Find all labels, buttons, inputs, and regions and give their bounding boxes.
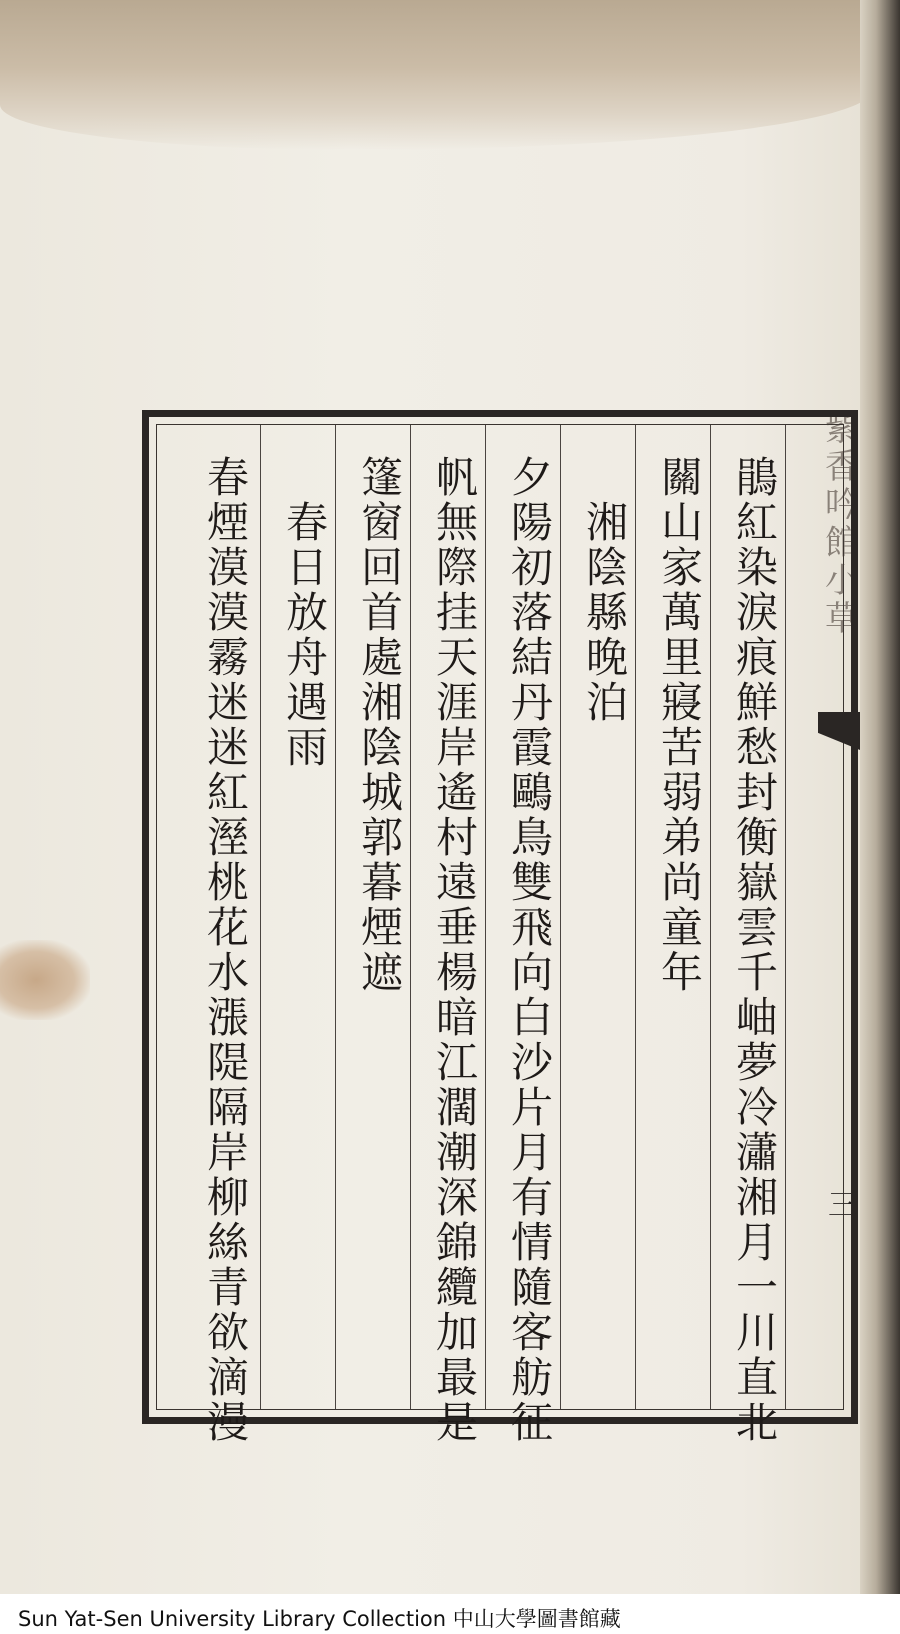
character: 尚 bbox=[660, 858, 703, 907]
character: 沙 bbox=[510, 1038, 553, 1087]
margin-title-char: 吟 bbox=[825, 485, 859, 525]
character: 漫 bbox=[206, 1398, 249, 1447]
text-column bbox=[497, 455, 567, 1445]
character: 客 bbox=[510, 1308, 553, 1357]
character: 遮 bbox=[360, 948, 403, 997]
character: 溼 bbox=[206, 813, 249, 862]
character: 鮮 bbox=[735, 678, 778, 727]
character: 晚 bbox=[585, 633, 628, 682]
character: 一 bbox=[735, 1263, 778, 1312]
character: 漠 bbox=[206, 543, 249, 592]
character: 淚 bbox=[735, 588, 778, 637]
character: 情 bbox=[510, 1218, 553, 1267]
character: 處 bbox=[360, 633, 403, 682]
character: 村 bbox=[435, 813, 478, 862]
character: 北 bbox=[735, 1398, 778, 1447]
character: 暮 bbox=[360, 858, 403, 907]
character: 片 bbox=[510, 1083, 553, 1132]
character: 雙 bbox=[510, 858, 553, 907]
character: 夢 bbox=[735, 1038, 778, 1087]
character: 嶽 bbox=[735, 858, 778, 907]
character: 痕 bbox=[735, 633, 778, 682]
character: 暗 bbox=[435, 993, 478, 1042]
character: 岸 bbox=[435, 723, 478, 772]
character: 落 bbox=[510, 588, 553, 637]
text-frame-inner bbox=[156, 424, 844, 1447]
character: 湘 bbox=[585, 498, 628, 547]
character: 征 bbox=[510, 1398, 553, 1447]
character: 丹 bbox=[510, 678, 553, 727]
character: 是 bbox=[435, 1398, 478, 1447]
character: 錦 bbox=[435, 1218, 478, 1267]
character: 染 bbox=[735, 543, 778, 592]
character: 瀟 bbox=[735, 1128, 778, 1177]
margin-title-char: 館 bbox=[825, 523, 859, 563]
character: 陽 bbox=[510, 498, 553, 547]
margin-title-char: 香 bbox=[825, 447, 859, 487]
character: 白 bbox=[510, 993, 553, 1042]
character: 漠 bbox=[206, 588, 249, 637]
text-frame bbox=[142, 410, 858, 1447]
character: 泊 bbox=[585, 678, 628, 727]
character: 絲 bbox=[206, 1218, 249, 1267]
character: 楊 bbox=[435, 948, 478, 997]
character: 江 bbox=[435, 1038, 478, 1087]
text-column bbox=[722, 455, 792, 1445]
character: 紅 bbox=[206, 768, 249, 817]
character: 童 bbox=[660, 903, 703, 952]
margin-title-char: 小 bbox=[825, 561, 859, 601]
character: 直 bbox=[735, 1353, 778, 1402]
character: 川 bbox=[735, 1308, 778, 1357]
character: 鵑 bbox=[735, 453, 778, 502]
character: 涯 bbox=[435, 678, 478, 727]
character: 郭 bbox=[360, 813, 403, 862]
poem-title bbox=[572, 500, 642, 725]
character: 遙 bbox=[435, 768, 478, 817]
character: 加 bbox=[435, 1308, 478, 1357]
margin-title-char: 草 bbox=[825, 599, 859, 639]
text-column bbox=[193, 455, 263, 1445]
character: 日 bbox=[285, 543, 328, 592]
character: 夕 bbox=[510, 453, 553, 502]
character: 舫 bbox=[510, 1353, 553, 1402]
character: 陰 bbox=[360, 723, 403, 772]
character: 冷 bbox=[735, 1083, 778, 1132]
character: 煙 bbox=[360, 903, 403, 952]
text-column bbox=[347, 455, 417, 995]
character: 篷 bbox=[360, 453, 403, 502]
character: 青 bbox=[206, 1263, 249, 1312]
character: 鷗 bbox=[510, 768, 553, 817]
character: 霧 bbox=[206, 633, 249, 682]
character: 陰 bbox=[585, 543, 628, 592]
character: 滴 bbox=[206, 1353, 249, 1402]
character: 漲 bbox=[206, 993, 249, 1042]
character: 迷 bbox=[206, 678, 249, 727]
character: 年 bbox=[660, 948, 703, 997]
character: 里 bbox=[660, 633, 703, 682]
character: 回 bbox=[360, 543, 403, 592]
character: 隨 bbox=[510, 1263, 553, 1312]
character: 千 bbox=[735, 948, 778, 997]
character: 衡 bbox=[735, 813, 778, 862]
character: 花 bbox=[206, 903, 249, 952]
character: 向 bbox=[510, 948, 553, 997]
character: 寢 bbox=[660, 678, 703, 727]
character: 雲 bbox=[735, 903, 778, 952]
character: 柳 bbox=[206, 1173, 249, 1222]
text-column bbox=[647, 455, 717, 995]
character: 欲 bbox=[206, 1308, 249, 1357]
character: 初 bbox=[510, 543, 553, 592]
character: 山 bbox=[660, 498, 703, 547]
character: 隔 bbox=[206, 1083, 249, 1132]
character: 迷 bbox=[206, 723, 249, 772]
character: 春 bbox=[285, 498, 328, 547]
page-edge bbox=[860, 0, 900, 1634]
page-number: 三 bbox=[828, 1188, 858, 1223]
character: 紅 bbox=[735, 498, 778, 547]
character: 帆 bbox=[435, 453, 478, 502]
character: 春 bbox=[206, 453, 249, 502]
text-column bbox=[422, 455, 492, 1445]
character: 家 bbox=[660, 543, 703, 592]
character: 苦 bbox=[660, 723, 703, 772]
character: 纜 bbox=[435, 1263, 478, 1312]
character: 水 bbox=[206, 948, 249, 997]
character: 關 bbox=[660, 453, 703, 502]
character: 萬 bbox=[660, 588, 703, 637]
character: 岫 bbox=[735, 993, 778, 1042]
collection-credit: Sun Yat-Sen University Library Collection 中山大學圖書館藏 bbox=[18, 1607, 621, 1631]
character: 挂 bbox=[435, 588, 478, 637]
water-stain bbox=[0, 0, 872, 150]
character: 岸 bbox=[206, 1128, 249, 1177]
character: 首 bbox=[360, 588, 403, 637]
character: 縣 bbox=[585, 588, 628, 637]
character: 月 bbox=[735, 1218, 778, 1267]
character: 隄 bbox=[206, 1038, 249, 1087]
character: 遇 bbox=[285, 678, 328, 727]
character: 窗 bbox=[360, 498, 403, 547]
character: 月 bbox=[510, 1128, 553, 1177]
character: 結 bbox=[510, 633, 553, 682]
character: 潮 bbox=[435, 1128, 478, 1177]
character: 愁 bbox=[735, 723, 778, 772]
character: 飛 bbox=[510, 903, 553, 952]
character: 封 bbox=[735, 768, 778, 817]
character: 弱 bbox=[660, 768, 703, 817]
character: 湘 bbox=[360, 678, 403, 727]
stain-spot bbox=[0, 940, 90, 1020]
character: 濶 bbox=[435, 1083, 478, 1132]
poem-title bbox=[272, 500, 342, 770]
character: 最 bbox=[435, 1353, 478, 1402]
character: 放 bbox=[285, 588, 328, 637]
character: 煙 bbox=[206, 498, 249, 547]
character: 城 bbox=[360, 768, 403, 817]
character: 天 bbox=[435, 633, 478, 682]
character: 有 bbox=[510, 1173, 553, 1222]
character: 際 bbox=[435, 543, 478, 592]
character: 垂 bbox=[435, 903, 478, 952]
character: 鳥 bbox=[510, 813, 553, 862]
margin-title-char: 紫 bbox=[825, 409, 859, 449]
character: 霞 bbox=[510, 723, 553, 772]
character: 雨 bbox=[285, 723, 328, 772]
character: 無 bbox=[435, 498, 478, 547]
character: 桃 bbox=[206, 858, 249, 907]
character: 湘 bbox=[735, 1173, 778, 1222]
character: 遠 bbox=[435, 858, 478, 907]
character: 弟 bbox=[660, 813, 703, 862]
character: 舟 bbox=[285, 633, 328, 682]
character: 深 bbox=[435, 1173, 478, 1222]
